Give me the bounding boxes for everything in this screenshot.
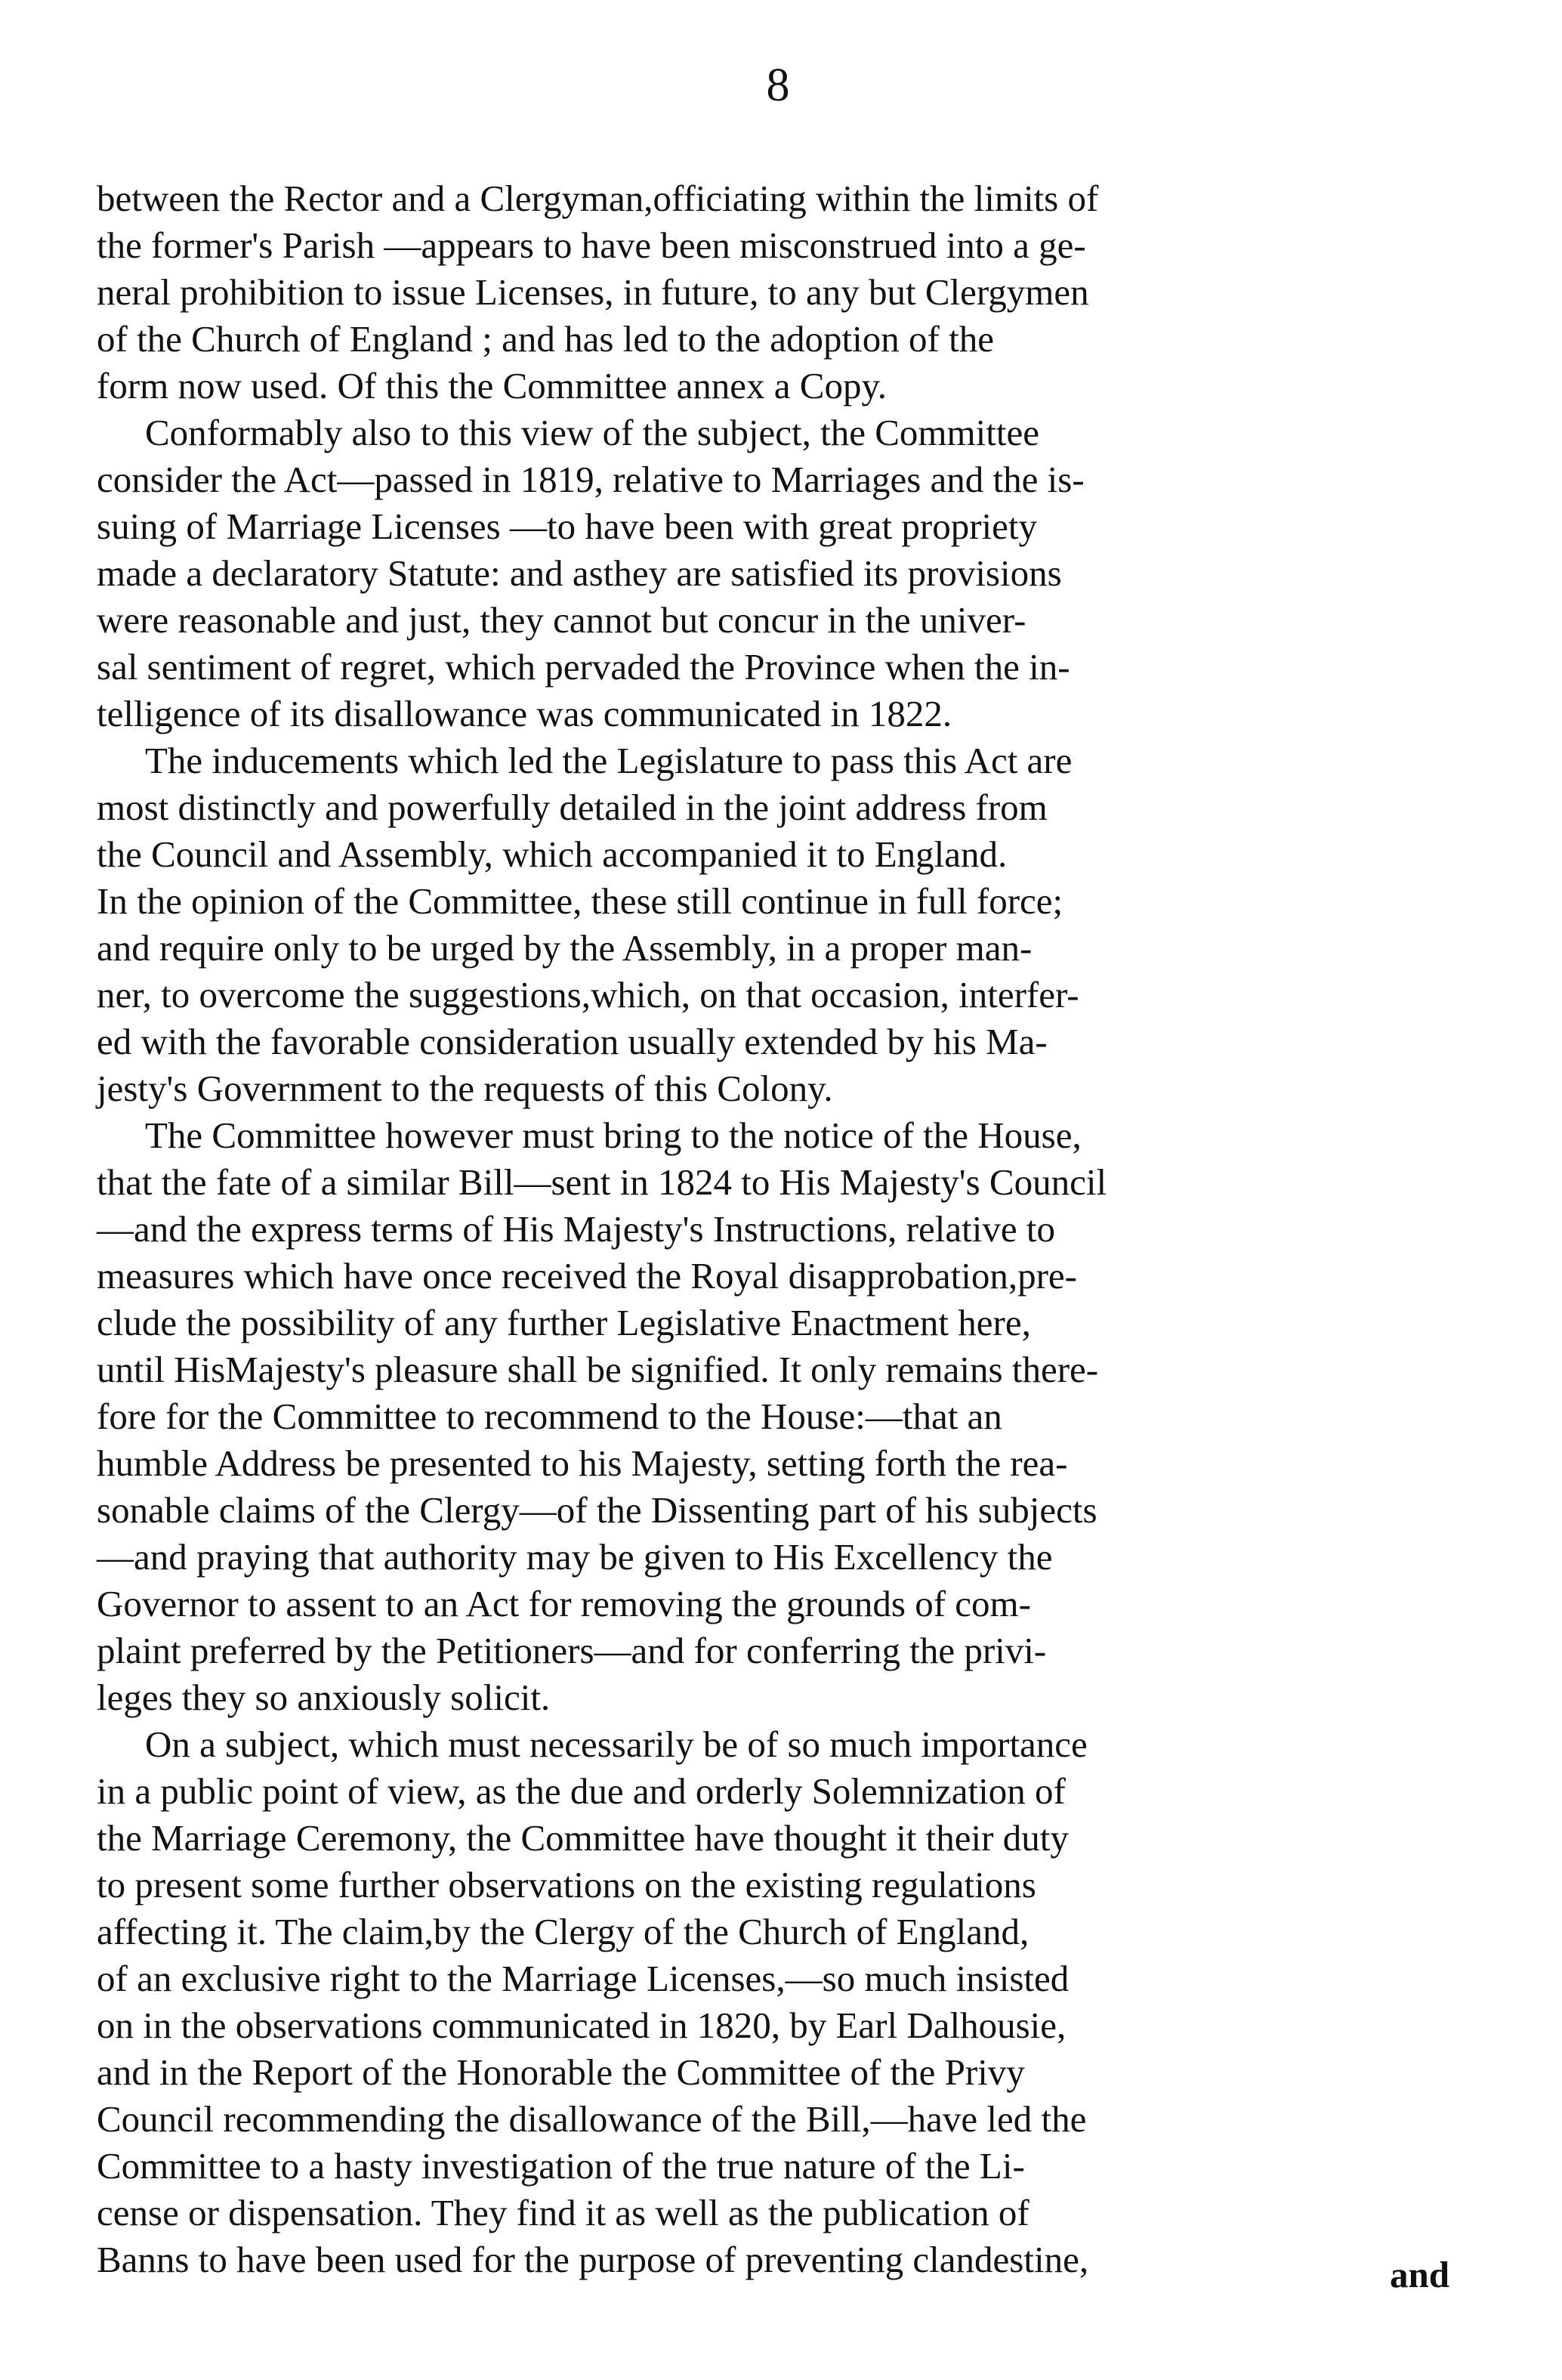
text-line: fore for the Committee to recommend to the House:—that an	[97, 1396, 1002, 1437]
text-line: In the opinion of the Committee, these still continue in full force;	[97, 880, 1063, 922]
text-line: Committee to a hasty investigation of the true nature of the Li-	[97, 2145, 1025, 2187]
text-line: sal sentiment of regret, which pervaded the Province when the in-	[97, 646, 1070, 688]
text-line: sonable claims of the Clergy—of the Dissenting part of his subjects	[97, 1489, 1097, 1531]
paragraph-start-line: Conformably also to this view of the subject, the Committee	[145, 412, 1039, 453]
text-line: made a declaratory Statute: and asthey are satisfied its provisions	[97, 552, 1062, 594]
text-line: of the Church of England ; and has led to the adoption of the	[97, 318, 994, 360]
text-line: plaint preferred by the Petitioners—and for conferring the privi-	[97, 1630, 1047, 1671]
paragraph-start-line: The inducements which led the Legislature to pass this Act are	[145, 740, 1073, 781]
text-line: that the fate of a similar Bill—sent in 1824 to His Majesty's Council	[97, 1161, 1107, 1203]
text-line: Council recommending the disallowance of the Bill,—have led the	[97, 2098, 1087, 2140]
text-line: neral prohibition to issue Licenses, in future, to any but Clergymen	[97, 271, 1089, 313]
text-line: on in the observations communicated in 1820, by Earl Dalhousie,	[97, 2004, 1067, 2046]
text-line: form now used. Of this the Committee annex a Copy.	[97, 365, 888, 406]
text-line: consider the Act—passed in 1819, relative to Marriages and the is-	[97, 459, 1085, 500]
text-line: the Marriage Ceremony, the Committee have thought it their duty	[97, 1817, 1069, 1859]
text-line: until HisMajesty's pleasure shall be signified. It only remains there-	[97, 1349, 1099, 1390]
paragraph-start-line: On a subject, which must necessarily be of so much importance	[145, 1723, 1088, 1765]
text-line: measures which have once received the Royal disapprobation,pre-	[97, 1255, 1077, 1297]
text-line: were reasonable and just, they cannot but concur in the univer-	[97, 599, 1026, 641]
text-line: Banns to have been used for the purpose of preventing clandestine,	[97, 2239, 1089, 2280]
text-line: of an exclusive right to the Marriage Licenses,—so much insisted	[97, 1958, 1070, 1999]
text-line: between the Rector and a Clergyman,officiating within the limits of	[97, 178, 1099, 219]
text-line: ed with the favorable consideration usually extended by his Ma-	[97, 1021, 1048, 1062]
paragraph-start-line: The Committee however must bring to the notice of the House,	[145, 1114, 1082, 1156]
text-line: suing of Marriage Licenses —to have been with great propriety	[97, 505, 1038, 547]
text-line: and require only to be urged by the Assembly, in a proper man-	[97, 927, 1033, 969]
text-line: and in the Report of the Honorable the Committee of the Privy	[97, 2051, 1025, 2093]
text-line: the Council and Assembly, which accompanied it to England.	[97, 833, 1008, 875]
text-line: —and the express terms of His Majesty's Instructions, relative to	[97, 1208, 1055, 1250]
text-line: to present some further observations on the existing regulations	[97, 1864, 1036, 1906]
text-line: ner, to overcome the suggestions,which, on that occasion, interfer-	[97, 974, 1079, 1015]
text-line: affecting it. The claim,by the Clergy of the Church of England,	[97, 1911, 1030, 1952]
page-number: 8	[766, 60, 790, 111]
text-line: cense or dispensation. They find it as well as the publication of	[97, 2192, 1030, 2233]
text-line: —and praying that authority may be given to His Excellency the	[97, 1536, 1053, 1578]
text-line: Governor to assent to an Act for removing the grounds of com-	[97, 1583, 1031, 1624]
text-line: in a public point of view, as the due and orderly Solemnization of	[97, 1770, 1066, 1812]
text-line: leges they so anxiously solicit.	[97, 1677, 551, 1718]
text-line: clude the possibility of any further Legislative Enactment here,	[97, 1302, 1031, 1343]
catchword: and	[1390, 2254, 1450, 2295]
text-line: telligence of its disallowance was communicated in 1822.	[97, 693, 952, 734]
text-line: humble Address be presented to his Majesty, setting forth the rea-	[97, 1442, 1068, 1484]
body-text	[97, 175, 1449, 2283]
text-line: the former's Parish —appears to have been misconstrued into a ge-	[97, 224, 1086, 266]
text-line: jesty's Government to the requests of this Colony.	[97, 1068, 833, 1109]
text-line: most distinctly and powerfully detailed in the joint address from	[97, 787, 1048, 828]
